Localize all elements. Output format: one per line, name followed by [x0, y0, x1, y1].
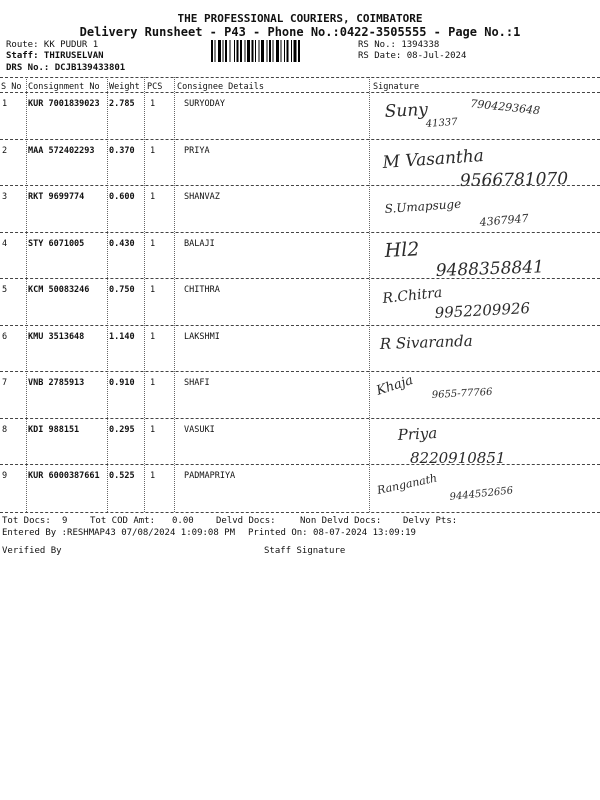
row-sno: 1: [2, 99, 8, 109]
row-consignee: SHANVAZ: [184, 192, 220, 202]
row-weight: 0.910: [109, 378, 135, 388]
signature-phone: 9444552656: [449, 485, 514, 503]
row-weight: 0.600: [109, 192, 135, 202]
row-pcs: 1: [150, 331, 156, 342]
signature-phone: 9488358841: [435, 257, 545, 281]
row-pcs: 1: [150, 238, 156, 249]
row-pcs: 1: [150, 192, 156, 202]
row-weight: 1.140: [109, 331, 135, 342]
row-consignee: SURYODAY: [184, 99, 225, 109]
col-header-consignment: Consignment No: [28, 82, 100, 92]
row-sno: 2: [2, 145, 8, 156]
rs-number: RS No.: 1394338: [358, 40, 440, 50]
delvy-pts-label: Delvy Pts:: [403, 516, 458, 526]
drs-number: DRS No.: DCJB139433801: [6, 63, 126, 73]
row-pcs: 1: [150, 99, 156, 109]
row-weight: 0.430: [109, 238, 135, 249]
row-weight: 0.525: [109, 471, 135, 481]
row-consignee: LAKSHMI: [184, 331, 220, 342]
row-pcs: 1: [150, 424, 156, 435]
staff-signature-label: Staff Signature: [264, 546, 346, 556]
signature-name: Khaja: [374, 372, 416, 399]
delvd-docs-label: Delvd Docs:: [216, 516, 276, 526]
row-consignee: VASUKI: [184, 424, 215, 435]
tot-docs-label: Tot Docs:: [2, 516, 51, 526]
table-bottom-rule: [0, 512, 600, 513]
signature-name: Ranganath: [375, 471, 439, 497]
row-consignment-no: STY 6071005: [28, 238, 85, 249]
company-title: THE PROFESSIONAL COURIERS, COIMBATORE: [177, 12, 423, 25]
tot-cod-value: 0.00: [172, 516, 194, 526]
row-consignee: SHAFI: [184, 378, 210, 388]
row-consignment-no: KCM 50083246: [28, 285, 90, 295]
row-consignee: CHITHRA: [184, 285, 220, 295]
tot-cod-label: Tot COD Amt:: [90, 516, 156, 526]
signature-name: R Sivaranda: [379, 331, 473, 353]
route-label: Route: KK PUDUR 1: [6, 40, 99, 50]
signature-phone: 9952209926: [434, 299, 531, 322]
row-pcs: 1: [150, 145, 156, 156]
non-delvd-docs-label: Non Delvd Docs:: [300, 516, 382, 526]
printed-on: Printed On: 08-07-2024 13:09:19: [248, 528, 416, 538]
signature-name: Priya: [397, 423, 438, 444]
row-sno: 8: [2, 424, 8, 435]
verified-by-label: Verified By: [2, 546, 62, 556]
row-weight: 2.785: [109, 99, 135, 109]
signature-phone: 8220910851: [410, 449, 506, 467]
signature-name: M Vasantha: [381, 145, 485, 173]
row-sno: 5: [2, 285, 8, 295]
row-consignee: BALAJI: [184, 238, 215, 249]
row-sno: 4: [2, 238, 8, 249]
signature-name: R.Chitra: [381, 284, 443, 307]
tot-docs-value: 9: [62, 516, 68, 526]
signature-name: S.Umapsuge: [384, 196, 462, 216]
row-consignment-no: RKT 9699774: [28, 192, 85, 202]
signature-name: Hl2: [384, 238, 420, 262]
row-consignment-no: MAA 572402293: [28, 145, 95, 156]
col-header-sno: S No: [1, 82, 22, 92]
col-header-consignee: Consignee Details: [177, 82, 264, 92]
row-pcs: 1: [150, 378, 156, 388]
row-sno: 9: [2, 471, 8, 481]
signature-phone: 9655-77766: [431, 386, 493, 401]
row-consignment-no: KUR 6000387661: [28, 471, 100, 481]
col-header-weight: Weight: [109, 82, 140, 92]
row-consignment-no: KMU 3513648: [28, 331, 85, 342]
signature-name: Suny: [384, 99, 429, 122]
row-weight: 0.295: [109, 424, 135, 435]
row-consignment-no: KUR 7001839023: [28, 99, 100, 109]
signature-note: 41337: [425, 116, 458, 130]
signature-phone: 9566781070: [459, 169, 569, 191]
row-consignment-no: VNB 2785913: [28, 378, 85, 388]
runsheet-subtitle: Delivery Runsheet - P43 - Phone No.:0422-3505555 - Page No.:1: [79, 25, 521, 39]
entered-by: Entered By :RESHMAP43 07/08/2024 1:09:08 PM: [2, 528, 235, 538]
row-pcs: 1: [150, 471, 156, 481]
row-sno: 7: [2, 378, 8, 388]
row-consignment-no: KDI 988151: [28, 424, 80, 435]
row-sno: 3: [2, 192, 8, 202]
row-pcs: 1: [150, 285, 156, 295]
row-sno: 6: [2, 331, 8, 342]
signature-phone: 7904293648: [469, 97, 541, 118]
row-weight: 0.750: [109, 285, 135, 295]
col-header-pcs: PCS: [147, 82, 163, 92]
rs-date: RS Date: 08-Jul-2024: [358, 51, 467, 61]
row-weight: 0.370: [109, 145, 135, 156]
staff-label: Staff: THIRUSELVAN: [6, 51, 104, 61]
row-consignee: PADMAPRIYA: [184, 471, 236, 481]
col-header-signature: Signature: [373, 82, 420, 92]
signature-phone: 4367947: [479, 211, 530, 229]
row-consignee: PRIYA: [184, 145, 210, 156]
